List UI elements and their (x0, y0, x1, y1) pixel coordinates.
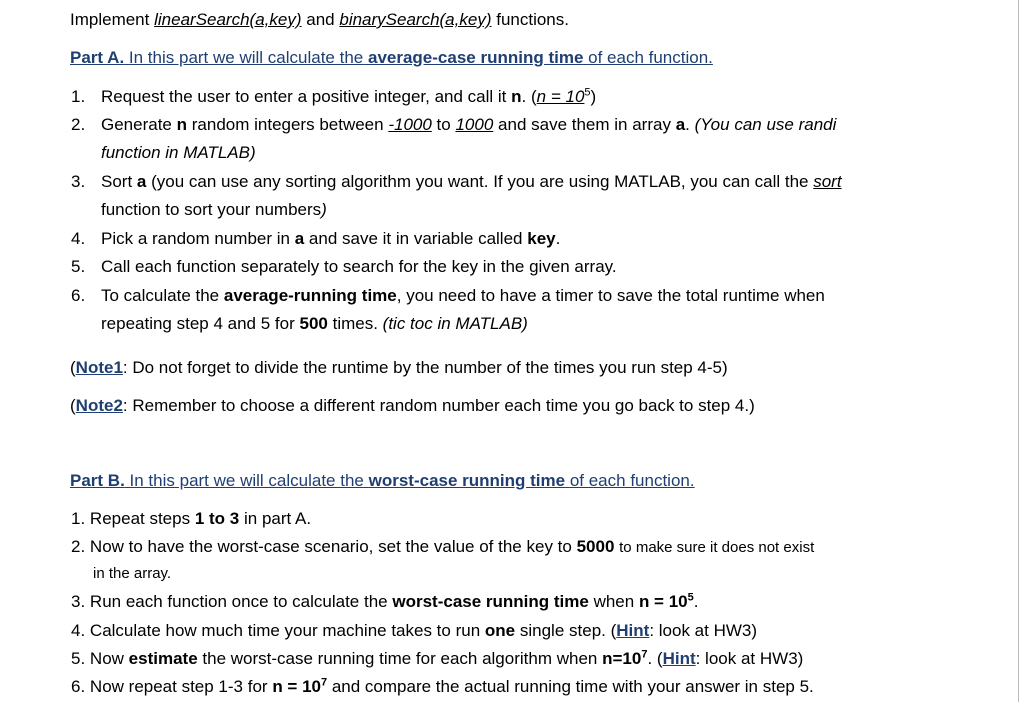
note-1: (Note1: Do not forget to divide the runtime by the number of the times you run step 4-5) (70, 358, 728, 377)
page-border (1018, 0, 1019, 702)
part-b-item-6: 6. Now repeat step 1-3 for $n = 10^7$ and compare the actual running time with your answer in step 5. (71, 676, 814, 696)
linear-search-fn: linearSearch(a,key) (154, 10, 302, 29)
part-a-item-6: To calculate the average-running time, you need to have a timer to save the total runtime when (101, 286, 825, 305)
part-b-item-5: 5. Now estimate the worst-case running time for each algorithm when $n=10^7$. (Hint: look at HW3) (71, 648, 804, 668)
part-a-item-4: Pick a random number in a and save it in variable called key. (101, 229, 561, 248)
part-a-item-5: Call each function separately to search for the key in the given array. (101, 257, 617, 276)
part-a-item-3-cont: function to sort your numbers) (101, 200, 327, 219)
part-a-item-5-num: 5. (71, 257, 86, 276)
part-b-heading: Part B. In this part we will calculate the worst-case running time of each function. (70, 471, 695, 490)
intro-line: Implement linearSearch(a,key) and binarySearch(a,key) functions. (70, 10, 569, 29)
part-a-item-1-num: 1. (71, 87, 86, 106)
part-a-item-1: Request the user to enter a positive integer, and call it n. $(n = 10^5)$ (101, 86, 597, 106)
part-a-item-3: Sort a (you can use any sorting algorithm you want. If you are using MATLAB, you can call the sort (101, 172, 842, 191)
part-a-item-3-num: 3. (71, 172, 86, 191)
part-b-item-1: 1. Repeat steps 1 to 3 in part A. (71, 509, 312, 528)
part-a-item-2: Generate n random integers between -1000 to 1000 and save them in array a. (You can use randi (101, 115, 837, 134)
part-a-heading: Part A. In this part we will calculate the average-case running time of each function. (70, 48, 713, 67)
part-b-item-2: 2. Now to have the worst-case scenario, set the value of the key to 5000 to make sure it does not exist (71, 537, 815, 556)
part-a-item-6-num: 6. (71, 286, 86, 305)
part-b-item-4: 4. Calculate how much time your machine takes to run one single step. (Hint: look at HW3) (71, 621, 758, 640)
binary-search-fn: binarySearch(a,key) (339, 10, 492, 29)
part-a-item-2-num: 2. (71, 115, 86, 134)
note-2: (Note2: Remember to choose a different random number each time you go back to step 4.) (70, 396, 755, 415)
part-b-item-3: 3. Run each function once to calculate the worst-case running time when $n = 10^5$. (71, 591, 699, 611)
part-a-item-6-cont: repeating step 4 and 5 for 500 times. (tic toc in MATLAB) (101, 314, 528, 333)
part-a-item-4-num: 4. (71, 229, 86, 248)
part-a-item-2-cont: function in MATLAB) (101, 143, 256, 162)
part-b-item-2-cont: in the array. (93, 565, 172, 582)
